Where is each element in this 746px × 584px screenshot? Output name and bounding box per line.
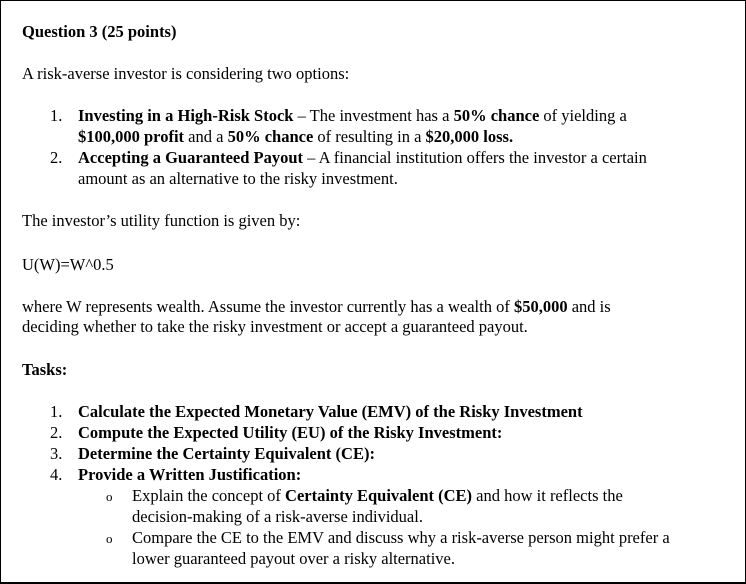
question-title: Question 3 (25 points) (22, 22, 177, 41)
subtask-2-line-2: lower guaranteed payout over a risky alternative. (132, 549, 455, 568)
option-2-line-2: amount as an alternative to the risky investment. (78, 169, 398, 188)
subtask-1-line-1: Explain the concept of Certainty Equivalent (CE) and how it reflects the (132, 486, 623, 505)
option-2-number: 2. (50, 148, 63, 167)
intro-text: A risk-averse investor is considering two options: (22, 64, 350, 83)
task-3-number: 3. (50, 444, 63, 463)
option-1-number: 1. (50, 106, 63, 125)
utility-intro: The investor’s utility function is given by: (22, 211, 301, 230)
task-1-text: Calculate the Expected Monetary Value (EMV) of the Risky Investment (78, 402, 583, 421)
option-1-line-2: $100,000 profit and a 50% chance of resulting in a $20,000 loss. (78, 127, 514, 146)
subtask-1-line-2: decision-making of a risk-averse individual. (132, 507, 423, 526)
task-2-text: Compute the Expected Utility (EU) of the Risky Investment: (78, 423, 503, 442)
option-1-line-1: Investing in a High-Risk Stock – The investment has a 50% chance of yielding a (78, 106, 627, 125)
utility-formula: U(W)=W^0.5 (22, 255, 114, 274)
subtask-2-bullet: o (106, 531, 113, 546)
wealth-line-1: where W represents wealth. Assume the investor currently has a wealth of $50,000 and is (22, 297, 611, 316)
wealth-line-2: deciding whether to take the risky investment or accept a guaranteed payout. (22, 317, 528, 336)
task-4-number: 4. (50, 465, 63, 484)
subtask-2-line-1: Compare the CE to the EMV and discuss why a risk-averse person might prefer a (132, 528, 670, 547)
option-1-label: Investing in a High-Risk Stock (78, 106, 294, 125)
task-3-text: Determine the Certainty Equivalent (CE): (78, 444, 375, 463)
option-2-label: Accepting a Guaranteed Payout (78, 148, 304, 167)
subtask-1-bullet: o (106, 489, 113, 504)
tasks-heading: Tasks: (22, 360, 68, 379)
task-4-text: Provide a Written Justification: (78, 465, 302, 484)
option-2-line-1: Accepting a Guaranteed Payout – A financial institution offers the investor a certain (78, 148, 647, 167)
task-2-number: 2. (50, 423, 63, 442)
task-1-number: 1. (50, 402, 63, 421)
